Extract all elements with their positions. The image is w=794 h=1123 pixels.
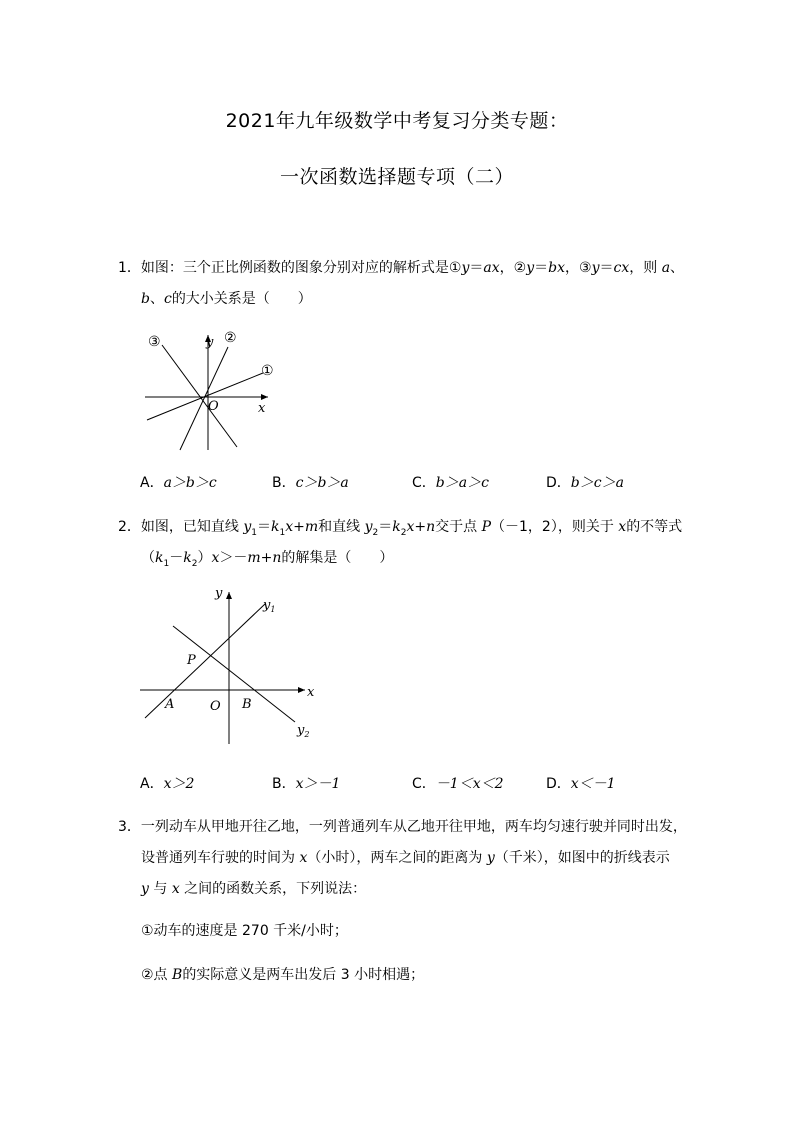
subscript: 2	[372, 527, 379, 538]
q1-text: 、	[670, 260, 685, 276]
q3-text: ①动车的速度是 270 千米/小时；	[141, 923, 348, 939]
q3-text: 之间的函数关系，下列说法：	[179, 881, 367, 897]
option-letter: D．	[546, 776, 571, 792]
question-2-line-1	[118, 518, 682, 542]
var-x: x	[299, 850, 308, 866]
var-y: y	[141, 881, 149, 897]
q2-text: 的解集是（ ）	[281, 550, 394, 566]
equals: ＝	[257, 519, 272, 535]
question-2-figure	[135, 582, 325, 747]
var-x: x	[171, 881, 180, 897]
var-k: k	[183, 550, 192, 566]
paren: ）	[197, 550, 212, 566]
label-p: P	[187, 653, 196, 668]
label-y: y	[206, 335, 214, 350]
var-expr: m+n	[247, 550, 282, 566]
question-3-line-3	[141, 880, 366, 898]
var-ax: ax	[483, 260, 500, 276]
option-b[interactable]	[272, 472, 349, 492]
q2-text: 和直线	[318, 519, 365, 535]
label-origin: O	[210, 699, 221, 714]
var-x: x	[211, 550, 220, 566]
q1-text: 如图：三个正比例函数的图象分别对应的解析式是①	[140, 260, 462, 276]
label-circle-2: ②	[224, 330, 237, 346]
label-x: x	[307, 685, 315, 700]
option-c[interactable]	[412, 472, 489, 492]
var-k: k	[271, 519, 280, 535]
q1-text: 的大小关系是（ ）	[171, 291, 312, 307]
var-y: y	[461, 260, 470, 276]
option-text: b＞c＞a	[570, 475, 624, 491]
question-1-figure	[140, 325, 290, 455]
var-k: k	[392, 519, 401, 535]
label-b: B	[242, 697, 252, 712]
subscript: 1	[163, 558, 170, 569]
label-origin: O	[208, 399, 219, 414]
var-p: P	[481, 519, 492, 535]
question-number: 2．	[118, 519, 141, 535]
option-text: c＞b＞a	[295, 475, 349, 491]
option-letter: A．	[140, 475, 164, 491]
var-c: c	[163, 291, 172, 307]
equals: ＝	[599, 260, 614, 276]
label-a: A	[165, 697, 175, 712]
page-title: 2021年九年级数学中考复习分类专题：	[225, 110, 569, 132]
option-d[interactable]	[546, 773, 616, 793]
label-circle-1: ①	[261, 363, 274, 379]
question-3-line-1	[118, 818, 687, 836]
var-expr: x+m	[285, 519, 319, 535]
var-b: B	[172, 967, 183, 983]
equals: ＝	[469, 260, 484, 276]
label-y1: $y_1$	[263, 598, 276, 614]
var-y: y	[526, 260, 535, 276]
q2-text: 的不等式	[626, 519, 683, 535]
q2-text: 如图，已知直线	[140, 519, 244, 535]
subscript: 2	[191, 558, 198, 569]
var-k: k	[155, 550, 164, 566]
option-a[interactable]	[140, 472, 217, 492]
q2-text: （－1，2），则关于	[491, 519, 619, 535]
minus: －	[169, 550, 184, 566]
line-2	[180, 347, 228, 450]
var-y: y	[364, 519, 373, 535]
q3-text: 的实际意义是两车出发后 3 小时相遇；	[182, 967, 425, 983]
option-d[interactable]	[546, 472, 624, 492]
q3-text: 与	[148, 881, 172, 897]
option-text: x＞2	[163, 776, 195, 792]
option-letter: B．	[272, 776, 296, 792]
q2-text: 交于点	[435, 519, 482, 535]
var-expr: x+n	[406, 519, 436, 535]
option-letter: B．	[272, 475, 296, 491]
option-text: －1＜x＜2	[435, 776, 504, 792]
label-circle-3: ③	[148, 334, 161, 350]
option-letter: C．	[412, 475, 436, 491]
q3-text: （小时），两车之间的距离为	[307, 850, 487, 866]
option-text: b＞a＞c	[435, 475, 489, 491]
paren: （	[141, 550, 155, 566]
question-1-line-1	[118, 259, 684, 277]
var-bx: bx	[548, 260, 565, 276]
question-1-line-2	[141, 290, 312, 308]
var-b: b	[141, 291, 150, 307]
statement-2	[141, 966, 424, 984]
question-number: 3．	[118, 819, 141, 835]
y-axis-arrow	[226, 592, 232, 599]
var-y: y	[486, 850, 495, 866]
var-cx: cx	[613, 260, 630, 276]
question-number: 1．	[118, 260, 141, 276]
subscript: 2	[400, 527, 407, 538]
label-y2: $y_2$	[297, 723, 310, 739]
q3-text: ②点	[141, 967, 173, 983]
x-axis-arrow	[261, 394, 268, 400]
label-x: x	[258, 401, 266, 416]
var-x: x	[618, 519, 627, 535]
page-subtitle: 一次函数选择题专项（二）	[279, 166, 514, 188]
option-letter: A．	[140, 776, 164, 792]
q1-text: ，则	[629, 260, 662, 276]
q3-text: 设普通列车行驶的时间为	[141, 850, 300, 866]
q1-text: 、	[149, 291, 164, 307]
subscript: 1	[279, 527, 286, 538]
label-y: y	[215, 586, 223, 601]
equals: ＝	[378, 519, 393, 535]
option-letter: C．	[412, 776, 436, 792]
separator: ，③	[565, 260, 592, 276]
option-text: x＞－1	[295, 776, 341, 792]
option-a[interactable]	[140, 773, 194, 793]
equals: ＝	[534, 260, 549, 276]
option-b[interactable]	[272, 773, 340, 793]
option-c[interactable]	[412, 773, 504, 793]
q2-text: ＞－	[219, 550, 248, 566]
separator: ，②	[499, 260, 527, 276]
option-text: x＜－1	[570, 776, 616, 792]
subscript: 1	[251, 527, 258, 538]
option-letter: D．	[546, 475, 571, 491]
line-3	[162, 345, 237, 447]
var-y: y	[591, 260, 600, 276]
question-3-line-2	[141, 849, 670, 867]
q3-text: 一列动车从甲地开往乙地，一列普通列车从乙地开往甲地，两车均匀速行驶并同时出发，	[140, 819, 687, 835]
option-text: a＞b＞c	[163, 475, 217, 491]
statement-1	[141, 922, 348, 940]
x-axis-arrow	[298, 687, 305, 693]
var-a: a	[661, 260, 671, 276]
question-2-line-2	[141, 549, 393, 573]
var-y: y	[243, 519, 252, 535]
q3-text: （千米），如图中的折线表示	[494, 850, 670, 866]
